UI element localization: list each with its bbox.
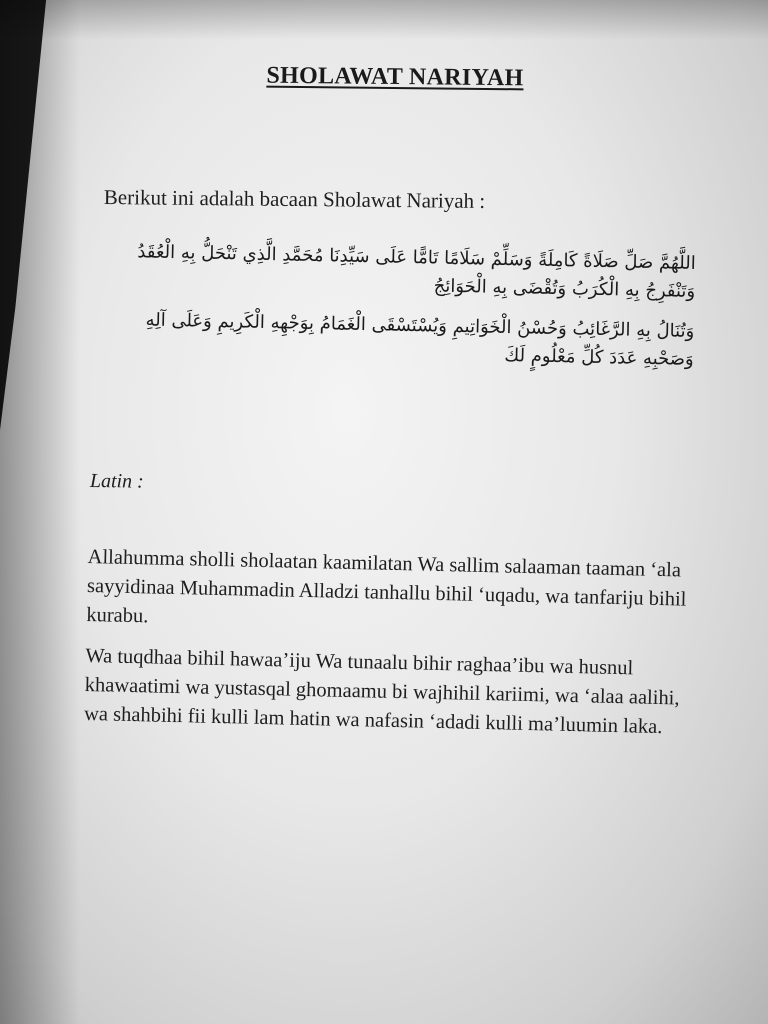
latin-text-block bbox=[84, 543, 688, 755]
latin-paragraph-2: Wa tuqdhaa bihil hawaa’iju Wa tunaalu bihir raghaa’ibu wa husnul khawaatimi wa yustasqal ghomaamu bi wajhihil kariimi, wa ‘alaa aalihi, wa shahbihi fii kulli lam hatin wa nafasin ‘adadi kulli ma’luumin laka. bbox=[83, 644, 680, 739]
latin-label: Latin : bbox=[89, 470, 144, 493]
arabic-text-block bbox=[93, 237, 696, 386]
arabic-paragraph-2: وَتُنَالُ بِهِ الرَّغَائِبُ وَحُسْنُ الْخَوَاتِيمِ وَيُسْتَسْقَى الْغَمَامُ بِوَجْهِهِ الْكَرِيمِ وَعَلَى آلِهِ وَصَحْبِهِ عَدَدَ كُلِّ مَعْلُومٍ لَكَ bbox=[145, 309, 695, 370]
intro-text: Berikut ini adalah bacaan Sholawat Nariyah : bbox=[103, 185, 486, 213]
page-title: SHOLAWAT NARIYAH bbox=[266, 62, 524, 92]
arabic-paragraph-1: اللَّهُمَّ صَلِّ صَلَاةً كَامِلَةً وَسَلِّمْ سَلَامًا تَامًّا عَلَى سَيِّدِنَا مُحَمَّدِ الَّذِي تَنْحَلُّ بِهِ الْعُقَدُ وَتَنْفَرِجُ بِهِ الْكُرَبُ وَتُقْضَى بِهِ الْحَوَائِجُ bbox=[137, 241, 696, 302]
latin-paragraph-1: Allahumma sholli sholaatan kaamilatan Wa sallim salaaman taaman ‘ala sayyidinaa Muhammadin Alladzi tanhallu bihil ‘uqadu, wa tanfariju bihil kurabu. bbox=[86, 545, 687, 628]
